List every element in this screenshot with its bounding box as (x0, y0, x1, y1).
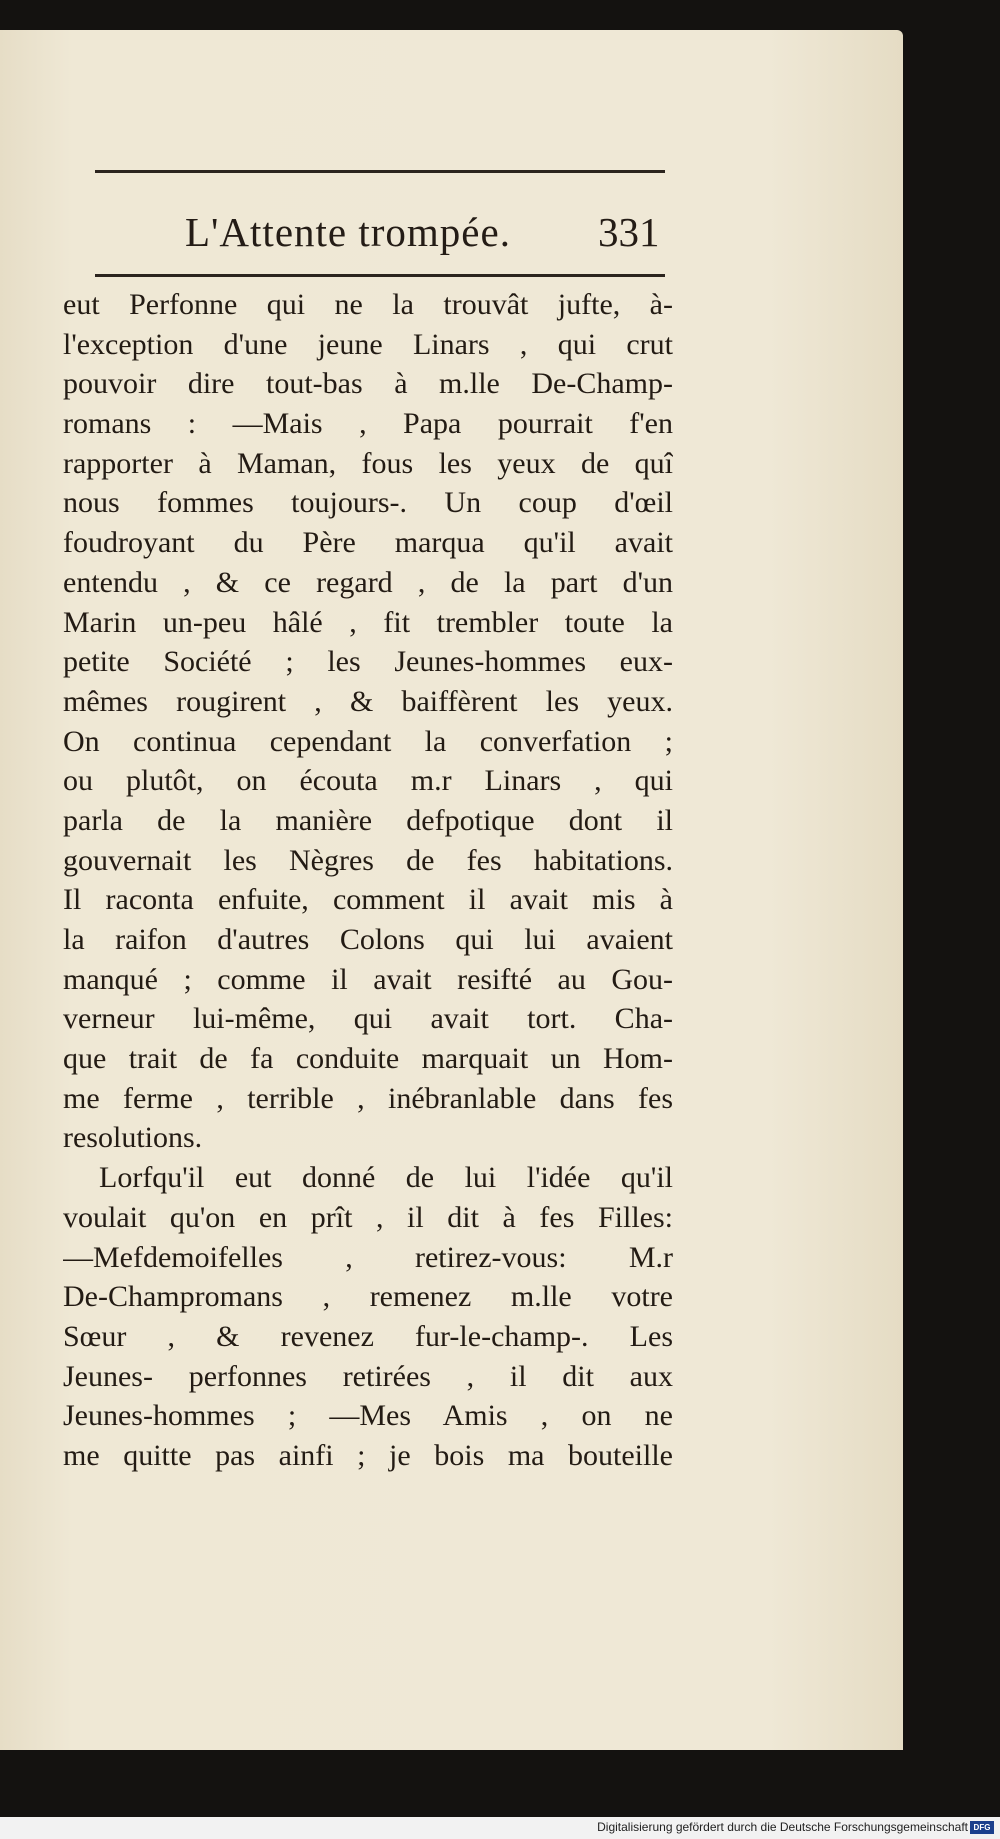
text-line: gouvernait les Nègres de fes habitations. (63, 843, 673, 877)
text-line: pouvoir dire tout-bas à m.lle De-Champ- (63, 367, 673, 401)
text-line: eut Perfonne qui ne la trouvât jufte, à- (63, 288, 673, 321)
text-line: Lorfqu'il eut donné de lui l'idée qu'il (99, 1161, 673, 1195)
top-rule (95, 170, 665, 173)
text-line: On continua cependant la converfation ; (63, 724, 673, 758)
text-line: manqué ; comme il avait resifté au Gou- (63, 962, 673, 996)
text-line: Il raconta enfuite, comment il avait mis à (63, 883, 673, 917)
text-line: Marin un-peu hâlé , fit trembler toute la (63, 605, 673, 639)
text-line: parla de la manière defpotique dont il (63, 803, 673, 837)
page-number: 331 (598, 209, 660, 255)
text-line: rapporter à Maman, fous les yeux de quî (63, 446, 673, 480)
text-line: petite Société ; les Jeunes-hommes eux- (63, 645, 673, 679)
header-rule (95, 274, 665, 277)
text-line: me ferme , terrible , inébranlable dans fes (63, 1081, 673, 1115)
text-line: foudroyant du Père marqua qu'il avait (63, 526, 673, 560)
text-line: voulait qu'on en prît , il dit à fes Filles: (63, 1200, 673, 1234)
text-line: la raifon d'autres Colons qui lui avaient (63, 923, 673, 956)
text-line: verneur lui-même, qui avait tort. Cha- (63, 1002, 673, 1036)
funding-credit: Digitalisierung gefördert durch die Deutsche Forschungsgemeinschaft (597, 1820, 968, 1834)
page-header (0, 208, 903, 268)
text-line: romans : —Mais , Papa pourrait f'en (63, 407, 673, 441)
dfg-logo-icon: DFG (970, 1821, 994, 1834)
text-line: que trait de fa conduite marquait un Hom- (63, 1042, 673, 1076)
text-line: ou plutôt, on écouta m.r Linars , qui (63, 764, 673, 798)
text-line: resolutions. (63, 1121, 203, 1155)
text-line: me quitte pas ainfi ; je bois ma bouteille (63, 1438, 673, 1472)
text-line: nous fommes toujours-. Un coup d'œil (63, 486, 673, 520)
text-line: Jeunes- perfonnes retirées , il dit aux (63, 1359, 673, 1393)
body-text (63, 285, 673, 1476)
running-title: L'Attente trompée. (185, 209, 511, 255)
book-page (0, 30, 903, 1750)
digitization-footer (0, 1817, 1000, 1839)
text-line: —Mefdemoifelles , retirez-vous: M.r (63, 1240, 673, 1274)
text-line: entendu , & ce regard , de la part d'un (63, 565, 673, 599)
text-line: Jeunes-hommes ; —Mes Amis , on ne (63, 1399, 673, 1433)
text-line: mêmes rougirent , & baiffèrent les yeux. (63, 684, 673, 718)
text-line: l'exception d'une jeune Linars , qui crut (63, 327, 673, 361)
text-line: De-Champromans , remenez m.lle votre (63, 1280, 673, 1314)
text-line: Sœur , & revenez fur-le-champ-. Les (63, 1319, 673, 1353)
